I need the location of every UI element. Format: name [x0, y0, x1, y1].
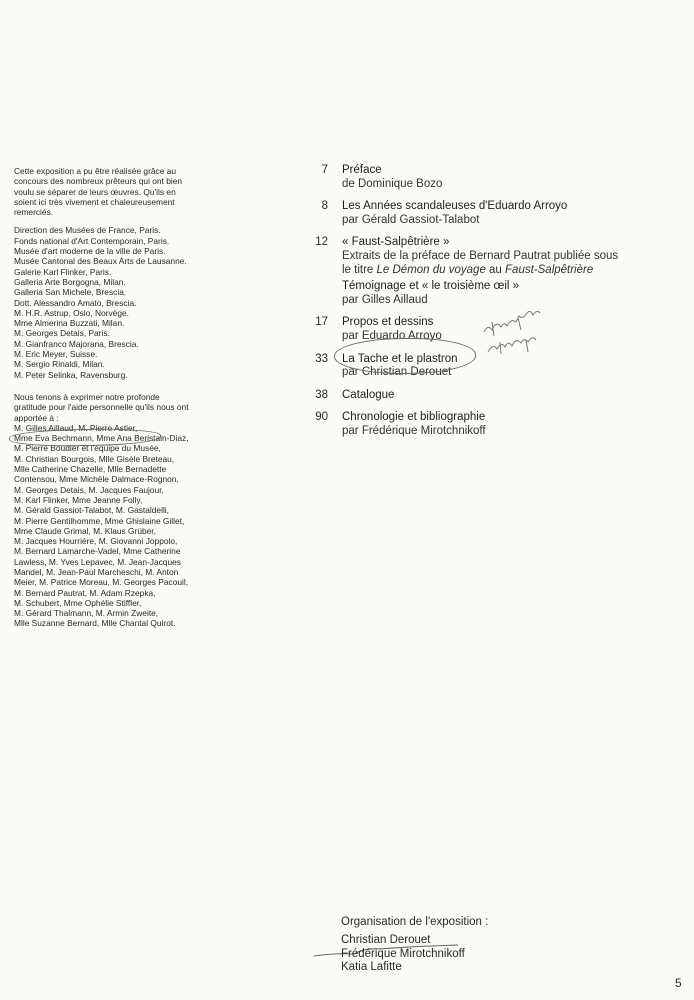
text-line: gratitude pour l'aide personnelle qu'ils nous ont [14, 402, 189, 413]
lender: Galleria Arte Borgogna, Milan. [14, 276, 126, 287]
toc-page-number: 33 [315, 352, 328, 365]
toc-author: par Eduardo Arroyo [342, 329, 442, 342]
text-line: Contensou, Mme Michèle Dalmace-Rognon, [14, 474, 179, 485]
organiser-name: Frédérique Mirotchnikoff [341, 947, 465, 960]
text-line: M. Schubert, Mme Ophélie Stiffler, [14, 597, 142, 608]
lender: M. Eric Meyer, Suisse. [14, 349, 98, 360]
text-line: M. Pierre Gentilhomme, Mme Ghislaine Gillet, [14, 515, 185, 526]
exhibition-organisation [341, 916, 488, 975]
text-line: Nous tenons à exprimer notre profonde [14, 391, 160, 402]
lender: Musée Cantonal des Beaux Arts de Lausanne. [14, 256, 187, 267]
lender: Galerie Karl Flinker, Paris. [14, 266, 112, 277]
text-line: Mlle Catherine Chazelle, Mlle Bernadette [14, 464, 167, 475]
lenders-list [14, 225, 214, 379]
toc-author: par Gilles Aillaud [342, 293, 428, 306]
text-run: au [485, 263, 506, 276]
text-line: remerciés. [14, 207, 54, 218]
text-line: Cette exposition a pu être réalisée grâce au [14, 166, 177, 176]
text-line: M. Gérald Gassiot-Talabot, M. Gastaldelli, [14, 505, 169, 516]
text-line: Lawless, M. Yves Lepavec, M. Jean-Jacques [14, 556, 181, 567]
toc-entry-catalogue [304, 389, 644, 403]
text-line: concours des nombreux prêteurs qui ont bien [14, 176, 183, 187]
toc-description-line [342, 264, 644, 278]
text-line: M. Bernard Pautrat, M. Adam Rzepka, [14, 587, 156, 598]
toc-title: Les Années scandaleuses d'Eduardo Arroyo [342, 200, 568, 213]
lender: Dott. Alessandro Amato, Brescia. [14, 297, 137, 308]
organiser-name: Christian Derouet [341, 933, 431, 946]
toc-page-number: 8 [321, 200, 328, 213]
text-line: Mme Claude Grimal, M. Klaus Grüber, [14, 525, 156, 536]
toc-title: Préface [342, 164, 382, 176]
toc-entry-annees-scandaleuses [304, 200, 644, 227]
lender: Mme Almerina Buzzati, Milan. [14, 318, 125, 329]
toc-entry-propos-dessins [304, 316, 644, 343]
toc-author: par Christian Derouet [342, 366, 452, 379]
page-number: 5 [675, 976, 682, 990]
toc-page-number: 38 [315, 388, 328, 401]
lender: M. Sergio Rinaldi, Milan. [14, 359, 105, 370]
toc-title: La Tache et le plastron [342, 352, 458, 365]
text-line: M. Jacques Hourrière, M. Giovanni Joppolo, [14, 536, 178, 547]
italic-title: Faust-Salpêtrière [505, 263, 594, 276]
text-line: Mlle Suzanne Bernard, Mlle Chantal Quirot. [14, 618, 176, 629]
italic-title: Le Démon du voyage [376, 263, 486, 276]
lender: M. H.R. Astrup, Oslo, Norvège. [14, 307, 129, 318]
lender: Direction des Musées de France, Paris. [14, 225, 161, 236]
toc-author: par Gérald Gassiot-Talabot [342, 213, 480, 226]
lender: M. Peter Selinka, Ravensburg. [14, 369, 128, 380]
organisation-heading: Organisation de l'exposition : [341, 916, 489, 928]
text-run: le titre [342, 263, 377, 276]
lender: M. Georges Detais, Paris. [14, 328, 110, 339]
toc-page-number: 90 [315, 411, 328, 424]
lender: Musée d'art moderne de la ville de Paris. [14, 246, 166, 257]
toc-description: Extraits de la préface de Bernard Pautrat publiée sous [342, 249, 619, 262]
lender: Galleria San Michele, Brescia. [14, 287, 127, 298]
text-line: M. Gérard Thalmann, M. Armin Zweite, [14, 608, 159, 619]
acknowledgements [14, 166, 214, 629]
text-line: Mandel, M. Jean-Paul Marcheschi, M. Anton [14, 566, 179, 577]
toc-page-number: 7 [321, 164, 328, 176]
toc-author: de Dominique Bozo [342, 177, 443, 190]
lender: M. Gianfranco Majorana, Brescia. [14, 338, 139, 349]
organiser-name: Katia Lafitte [341, 961, 402, 974]
lender: Fonds national d'Art Contemporain, Paris. [14, 235, 170, 246]
toc-title: « Faust-Salpêtrière » [342, 236, 450, 249]
toc-entry-faust-salpetriere [304, 236, 644, 307]
toc-entry-chronologie [304, 411, 644, 438]
toc-title: Propos et dessins [342, 316, 434, 329]
gratitude-list [14, 392, 214, 629]
thanks-intro [14, 166, 214, 217]
toc-title: Catalogue [342, 388, 395, 401]
text-line: M. Pierre Boudier et l'équipe du Musée, [14, 443, 161, 454]
table-of-contents [304, 164, 644, 448]
handwritten-annotation [478, 308, 578, 358]
text-line: apportée à : [14, 412, 59, 423]
toc-title: Témoignage et « le troisième œil » [342, 280, 520, 293]
toc-page-number: 17 [315, 316, 328, 329]
toc-page-number: 12 [315, 236, 328, 249]
text-line: M. Gilles Aillaud, M. Pierre Astier, [14, 422, 138, 433]
text-line: M. Bernard Lamarche-Vadel, Mme Catherine [14, 546, 181, 557]
text-line: Meier, M. Patrice Moreau, M. Georges Pacouil, [14, 577, 189, 588]
text-line: M. Christian Bourgois, Mlle Gisèle Breteau, [14, 453, 175, 464]
pen-circle-mark [334, 338, 476, 374]
toc-author: par Frédérique Mirotchnikoff [342, 424, 486, 437]
text-line: voulu se séparer de leurs œuvres. Qu'ils en [14, 186, 176, 197]
text-line: M. Karl Flinker, Mme Jeanne Folly, [14, 494, 143, 505]
toc-title: Chronologie et bibliographie [342, 411, 486, 424]
toc-entry-preface [304, 164, 644, 191]
text-line: soient ici très vivement et chaleureusement [14, 196, 175, 207]
text-line: Mme Eva Bechmann, Mme Ana Beristain-Diaz, [14, 433, 189, 444]
text-line: M. Georges Detais, M. Jacques Faujour, [14, 484, 164, 495]
